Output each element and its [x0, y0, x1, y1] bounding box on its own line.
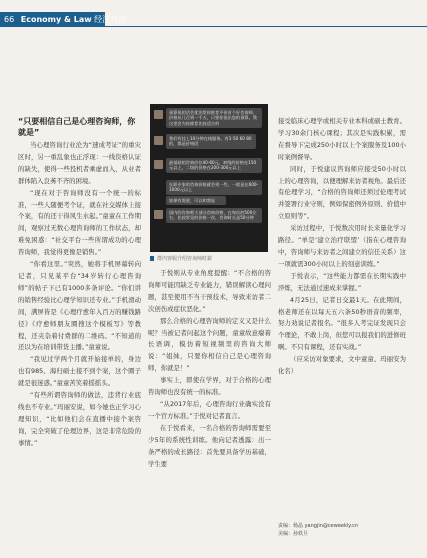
body-paragraph: 于悦则从专业角度提醒：“不合格的咨询师可能因缺乏专业能力，错误解读心理问题，甚至使用不当干预技术，导致来访者二次创伤或症状恶化。” — [148, 269, 271, 313]
left-column — [18, 116, 141, 450]
body-paragraph: “你看这里。”突然，她将手机屏幕转向记者，只见某平台“34岁转行心理咨询师”的帖子下已有1000多条评论。“你们讲的销售经验比心理学知识还专业。”手机滑动间，满屏皆是《心理疗愈年入百万的赚钱路径》《疗愈师朋友圈搜这个模板写》等教程，还夹杂着付费群的二维码。“不知道的还以为在培训带货主播。”童童说。 — [18, 260, 141, 352]
right-column — [278, 116, 406, 378]
chat-bubble: 我们有挂上10分钟在线服务。有1-50 60 80的，都是价格段 — [166, 134, 256, 149]
avatar — [154, 210, 163, 219]
avatar — [154, 136, 163, 145]
section-headline: “只要相信自己是心理咨询师，你就是” — [18, 117, 136, 137]
designer-credit: 美编：孙轶旦 — [278, 531, 309, 537]
avatar — [154, 160, 163, 169]
body-paragraph: 事实上，即使在学界，对于合格的心理咨询师也没有统一的标准。 — [148, 376, 271, 397]
chat-bubble: 预算低的话会优先给你推荐平价首个好咨询师，价格从几百到一千五，只要你说出您的预算。我这里会为你推荐比较适合的 — [166, 108, 262, 128]
body-paragraph: “有些所谓咨询师的做法，违背行业底线也不专业。”玛丽安说，如今她也正学习心理知识，“比如他们会在直播中接个案咨询，完全突破了伦理边界，这是非常危险的事情。” — [18, 391, 141, 447]
chat-bubble: 在职专家的咨询价格就会贵一些，一般是在600-1000元以上 — [166, 180, 262, 195]
body-paragraph: 同时，于悦建议咨询师应接受50小时以上的心理咨询，以便理解来访者视角。最后还有伦理学习，“合格的咨询师还须过伦理考试并签署行业守则，例如保密例外原则、价值中立原则等”。 — [278, 164, 406, 221]
body-paragraph: 4月25日，记者日交最1天。在此期间，格老师还在以每天五六条50秒语音的频率，努力劝说记者报名。“很多人考完证发现只会个理论，不敢上岗，但您可以报我们的进修班啊。不只有课程，还有实战。” — [278, 295, 406, 352]
body-paragraph: 接受临床心理学或相关专业本科或硕士教育。学习30余门核心课程；其次是实践积累，需在督导下完成250小时以上个案服务及100小时案例督导。 — [278, 117, 406, 161]
body-paragraph: 采访过程中，于悦数次用时长来量化学习路径。“单是‘建立治疗联盟’（指在心理咨询中，咨询师与来访者之间建立的信任关系）这一项就需300小时以上的刻意训练。” — [278, 224, 406, 268]
middle-column — [148, 268, 271, 470]
header-rule — [105, 26, 427, 27]
body-paragraph: 在于悦看来，一名合格的咨询师需要至少5年的系统性训练。他向记者透露：出一条严格的成长路径：首先要具备学历基础，学生要 — [148, 423, 271, 468]
editor-credits — [278, 522, 358, 538]
header-category: Economy & Law — [20, 15, 92, 24]
byline-note: （应采访对象要求，文中童童、玛丽安为化名） — [278, 355, 406, 376]
photo-caption-text: 群内客服介绍咨询师时薪 — [157, 256, 213, 262]
photo-caption — [150, 255, 270, 262]
page-number: 66 — [4, 15, 15, 24]
avatar — [154, 110, 163, 119]
chat-bubble: 最基础的咨询价位40-60元，初级的价格在150元以上，二级的价格在200-300元以上 — [166, 158, 262, 173]
header-section: 经济与法 — [94, 15, 127, 24]
body-paragraph: 当心理咨询行业沦为“速成考证”的重灾区时，另一重乱象也正浮现：一线资格认证的缺失，使得一些投机者乘虚而入，从业者群体陷入良莠不齐的困境。 — [18, 141, 141, 185]
page-header — [0, 0, 427, 42]
header-bar — [0, 12, 127, 27]
chat-bubble: 国内的咨询师大部分咨询价格，在每次的500左右，比较常见的价格一次，咨询时长是50分钟 — [166, 208, 262, 223]
editor-credit: 责编：杨晶 yangjin@ceweekly.cn — [278, 523, 359, 529]
body-paragraph: “从2017年后，心理咨询行业确实没有一个官方标准。”于悦对记者直言。 — [148, 399, 271, 420]
chat-bubble: 如果有需要，可以和我说 — [166, 196, 226, 205]
chat-screenshot-photo — [150, 104, 268, 252]
caption-marker-icon — [150, 256, 154, 261]
body-paragraph: “我见过学两个月就开始接单的，身边也有985、海归硕士接不到个案，这个圈子就是很迷惑。”童童苦笑着摇摇头。 — [18, 355, 141, 388]
body-paragraph: 于悦表示，“这些能力都需在长期实践中淬炼，无法通过速成来掌握。” — [278, 271, 406, 292]
body-paragraph: 那么合格的心理咨询师的定义又是什么呢？当被记者问起这个问题，童童故意瘪着长语调，模仿着短视频里的咨询大师说：“姐妹，只要你相信自己是心理咨询师，你就是！” — [148, 316, 271, 373]
body-paragraph: “现在对于咨询师没有一个统一的标准，一些人随便考个证，就在社交媒体上接个案，有的还干得风生水起。”童童在工作期间，观察过无数心理咨询师的工作状态，却难免困惑：“社交平台一些所谓成功的心理咨询师，我觉得更像是销售。” — [18, 188, 141, 257]
